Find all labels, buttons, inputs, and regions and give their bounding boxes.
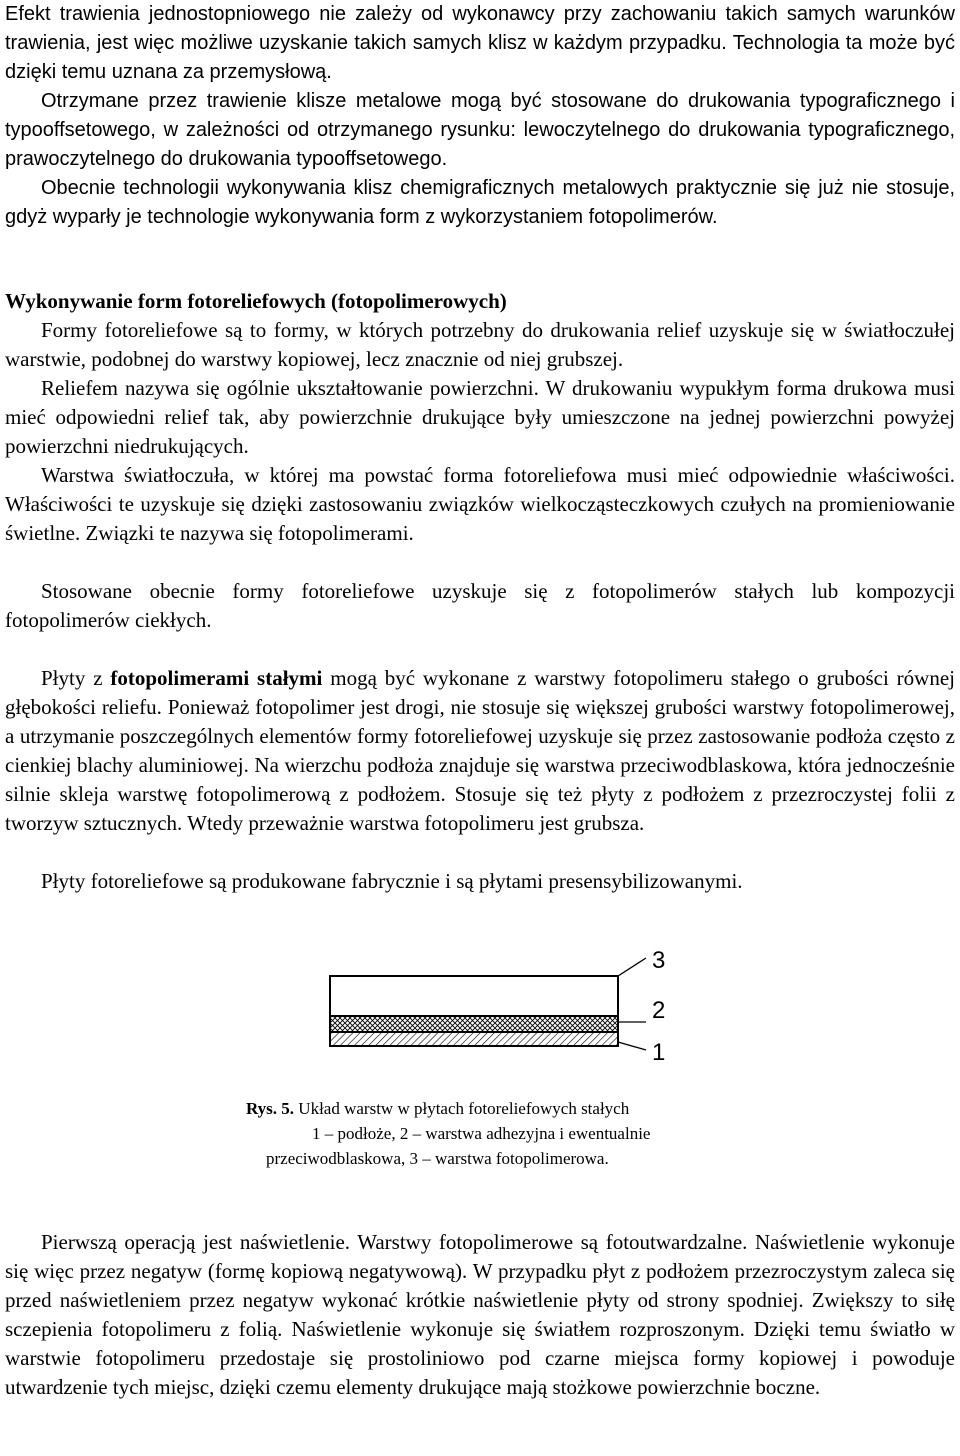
section-paragraph-4: Stosowane obecnie formy fotoreliefowe uzyskuje się z fotopolimerów stałych lub kompozycji fotopolimerów ciekłych. [5, 579, 955, 632]
layer-diagram [320, 938, 680, 1068]
layer-2-adhesive [330, 1016, 618, 1032]
layer-label-1: 1 [652, 1039, 666, 1066]
figure-caption-line-2: 1 – podłoże, 2 – warstwa adhezyjna i ewentualnie [312, 1124, 651, 1143]
leader-line-1 [618, 1042, 646, 1050]
layer-label-2: 2 [652, 997, 666, 1024]
solid-rest-text: mogą być wykonane z warstwy fotopolimeru stałego o grubości równej głębokości reliefu. Ponieważ fotopolimer jest drogi, nie stosuje się większej grubości warstwy fotopolimerowej, a utrzymanie poszczególnych elementów formy fotoreliefowej uzyskuje się przez zastosowanie podłoża często z cienkiej blachy aluminiowej. Na wierzchu podłoża znajduje się warstwa przeciwodblaskowa, która jednocześnie silnie skleja warstwę fotopolimerową z podłożem. Stosuje się też płyty z podłożem z przezroczystej folii z tworzyw sztucznych. Wtedy przeważnie warstwa fotopolimeru jest grubsza. [5, 666, 955, 835]
layer-1-substrate [330, 1032, 618, 1046]
exposure-paragraph: Pierwszą operacją jest naświetlenie. Warstwy fotopolimerowe są fotoutwardzalne. Naświetlenie wykonuje się więc przez negatyw (formę kopiową negatywową). W przypadku płyt z podłożem przezroczystym zaleca się przed naświetleniem przez negatyw wykonać krótkie naświetlenie płyty od strony spodniej. Zwiększy to siłę sczepienia fotopolimeru z folią. Naświetlenie wykonuje się światłem rozproszonym. Dzięki temu światło w warstwie fotopolimeru przedostaje się prostoliniowo pod czarne miejsca formy kopiowej i powoduje utwardzenie tych miejsc, dzięki czemu elementy drukujące mają stożkowe powierzchnie boczne. [5, 1230, 955, 1399]
figure-caption-title-text: Układ warstw w płytach fotoreliefowych stałych [294, 1099, 630, 1118]
section-paragraph-3: Warstwa światłoczuła, w której ma powstać forma fotoreliefowa musi mieć odpowiednie właściwości. Właściwości te uzyskuje się dzięki zastosowaniu związków wielkocząsteczkowych czułych na promieniowanie świetlne. Związki te nazywa się fotopolimerami. [5, 463, 955, 545]
leader-line-3 [618, 958, 646, 976]
layer-label-3: 3 [652, 947, 666, 974]
section-paragraph-1: Formy fotoreliefowe są to formy, w których potrzebny do drukowania relief uzyskuje się w światłoczułej warstwie, podobnej do warstwy kopiowej, lecz znacznie od niej grubszej. [5, 318, 955, 371]
intro-paragraph-1: Efekt trawienia jednostopniowego nie zależy od wykonawcy przy zachowaniu takich samych warunków trawienia, jest więc możliwe uzyskanie takich samych klisz w każdym przypadku. Technologia ta może być dzięki temu uznana za przemysłową. [5, 3, 955, 83]
intro-paragraph-3: Obecnie technologii wykonywania klisz chemigraficznych metalowych praktycznie się już nie stosuje, gdyż wyparły je technologie wykonywania form z wykorzystaniem fotopolimerów. [5, 177, 955, 228]
layer-3-photopolymer [330, 976, 618, 1016]
figure-caption-label: Rys. 5. [246, 1099, 295, 1118]
solid-bold-term: fotopolimerami stałymi [110, 666, 323, 690]
solid-plates-paragraph [5, 664, 955, 838]
section-heading: Wykonywanie form fotoreliefowych (fotopolimerowych) [5, 289, 507, 313]
section-paragraph-2: Reliefem nazywa się ogólnie ukształtowanie powierzchni. W drukowaniu wypukłym forma drukowa musi mieć odpowiedni relief tak, aby powierzchnie drukujące były umieszczone na jednej powierzchni powyżej powierzchni niedrukujących. [5, 376, 955, 458]
figure-caption-title [246, 1096, 629, 1121]
solid-lead-text: Płyty z [41, 666, 111, 690]
solid-plates-paragraph-2: Płyty fotoreliefowe są produkowane fabrycznie i są płytami presensybilizowanymi. [41, 869, 743, 893]
figure-caption-line-3: przeciwodblaskowa, 3 – warstwa fotopolimerowa. [266, 1149, 609, 1168]
intro-paragraph-2: Otrzymane przez trawienie klisze metalowe mogą być stosowane do drukowania typograficznego i typooffsetowego, w zależności od otrzymanego rysunku: lewoczytelnego do drukowania typograficznego, prawoczytelnego do drukowania typooffsetowego. [5, 90, 955, 170]
